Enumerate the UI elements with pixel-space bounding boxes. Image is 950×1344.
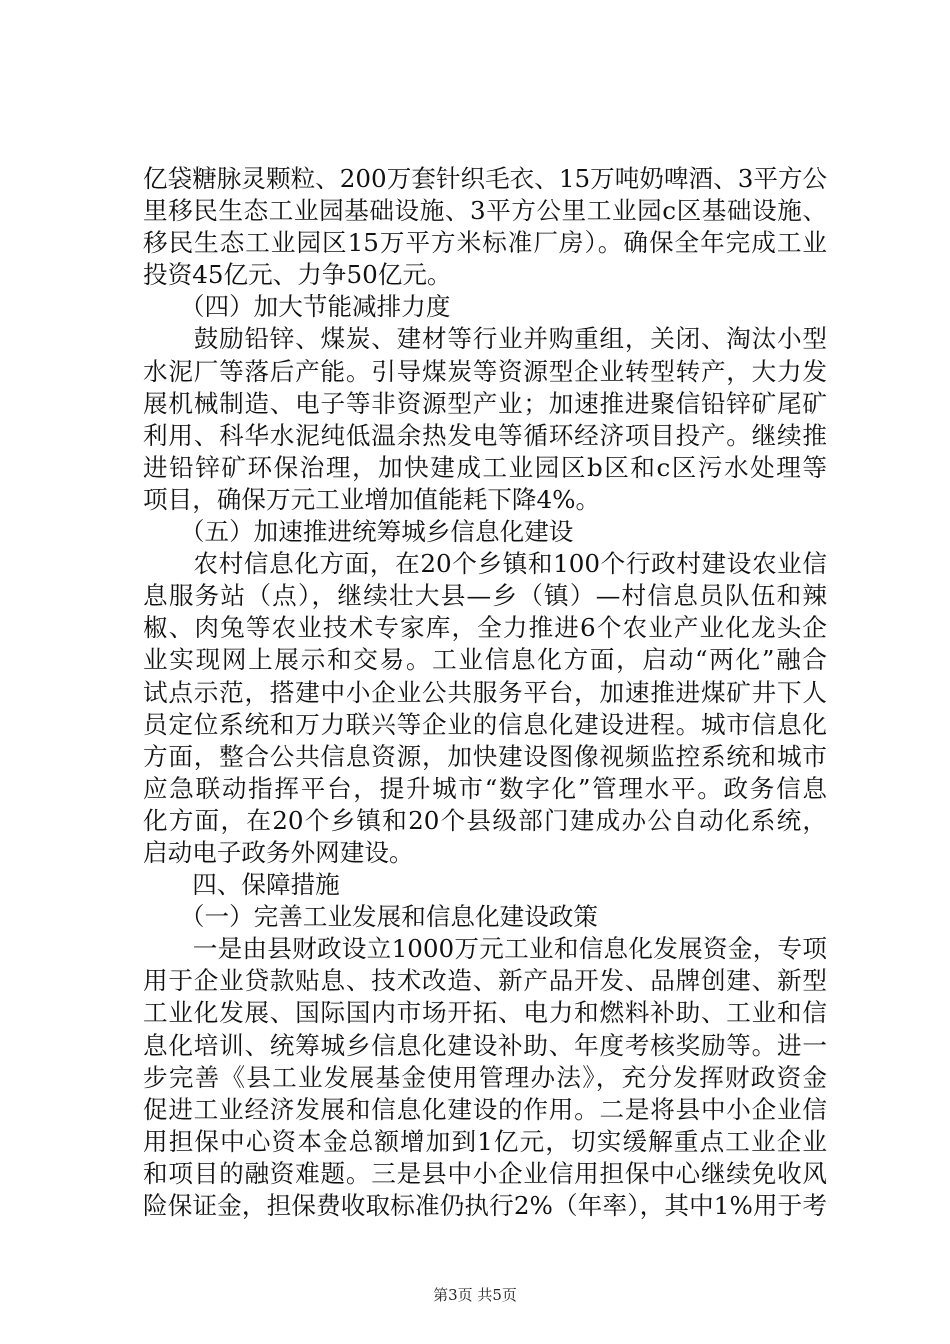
text-line: 鼓励铅锌、煤炭、建材等行业并购重组，关闭、淘汰小型: [143, 324, 827, 354]
text-line: （四）加大节能减排力度: [143, 292, 451, 322]
text-line: 员定位系统和万力联兴等企业的信息化建设进程。城市信息化: [143, 709, 827, 739]
text-line: 试点示范，搭建中小企业公共服务平台，加速推进煤矿井下人: [143, 677, 827, 707]
text-line: 业实现网上展示和交易。工业信息化方面，启动“两化”融合: [143, 645, 827, 675]
text-line: （五）加速推进统筹城乡信息化建设: [143, 517, 574, 547]
text-line: 进铅锌矿环保治理，加快建成工业园区b区和c区污水处理等: [143, 452, 827, 482]
text-line: 险保证金，担保费收取标准仍执行2%（年率），其中1%用于考: [143, 1191, 827, 1220]
text-line: 椒、肉兔等农业技术专家库，全力推进6个农业产业化龙头企: [143, 613, 827, 643]
text-line: 移民生态工业园区15万平方米标准厂房）。确保全年完成工业: [143, 228, 827, 258]
text-line: 和项目的融资难题。三是县中小企业信用担保中心继续免收风: [143, 1158, 827, 1188]
text-line: 启动电子政务外网建设。: [143, 837, 414, 867]
text-line: 投资45亿元、力争50亿元。: [143, 260, 452, 290]
text-line: 步完善《县工业发展基金使用管理办法》，充分发挥财政资金: [143, 1062, 827, 1092]
text-line: 用于企业贷款贴息、技术改造、新产品开发、品牌创建、新型: [143, 966, 827, 996]
text-line: 息化培训、统筹城乡信息化建设补助、年度考核奖励等。进一: [143, 1030, 827, 1060]
text-line: 农村信息化方面，在20个乡镇和100个行政村建设农业信: [143, 549, 827, 579]
text-line: 一是由县财政设立1000万元工业和信息化发展资金，专项: [143, 934, 827, 964]
text-line: 亿袋糖脉灵颗粒、200万套针织毛衣、15万吨奶啤酒、3平方公: [143, 164, 828, 193]
text-line: 用担保中心资本金总额增加到1亿元，切实缓解重点工业企业: [143, 1126, 827, 1156]
text-line: 利用、科华水泥纯低温余热发电等循环经济项目投产。继续推: [143, 420, 827, 450]
text-line: 工业化发展、国际国内市场开拓、电力和燃料补助、工业和信: [143, 998, 827, 1028]
text-line: 四、保障措施: [143, 870, 340, 900]
text-line: （一）完善工业发展和信息化建设政策: [143, 902, 598, 932]
text-line: 息服务站（点），继续壮大县—乡（镇）—村信息员队伍和辣: [143, 581, 827, 611]
text-line: 促进工业经济发展和信息化建设的作用。二是将县中小企业信: [143, 1094, 827, 1124]
text-line: 展机械制造、电子等非资源型产业；加速推进聚信铅锌矿尾矿: [143, 388, 827, 418]
text-line: 里移民生态工业园基础设施、3平方公里工业园c区基础设施、: [143, 196, 827, 226]
text-line: 化方面，在20个乡镇和20个县级部门建成办公自动化系统，: [143, 805, 827, 835]
text-line: 应急联动指挥平台，提升城市“数字化”管理水平。政务信息: [143, 773, 827, 803]
document-body: [143, 163, 827, 1222]
page-footer: 第3页 共5页: [433, 1286, 517, 1304]
text-line: 方面，整合公共信息资源，加快建设图像视频监控系统和城市: [143, 741, 827, 771]
text-line: 项目，确保万元工业增加值能耗下降4%。: [143, 484, 601, 514]
text-line: 水泥厂等落后产能。引导煤炭等资源型企业转型转产，大力发: [143, 356, 827, 386]
